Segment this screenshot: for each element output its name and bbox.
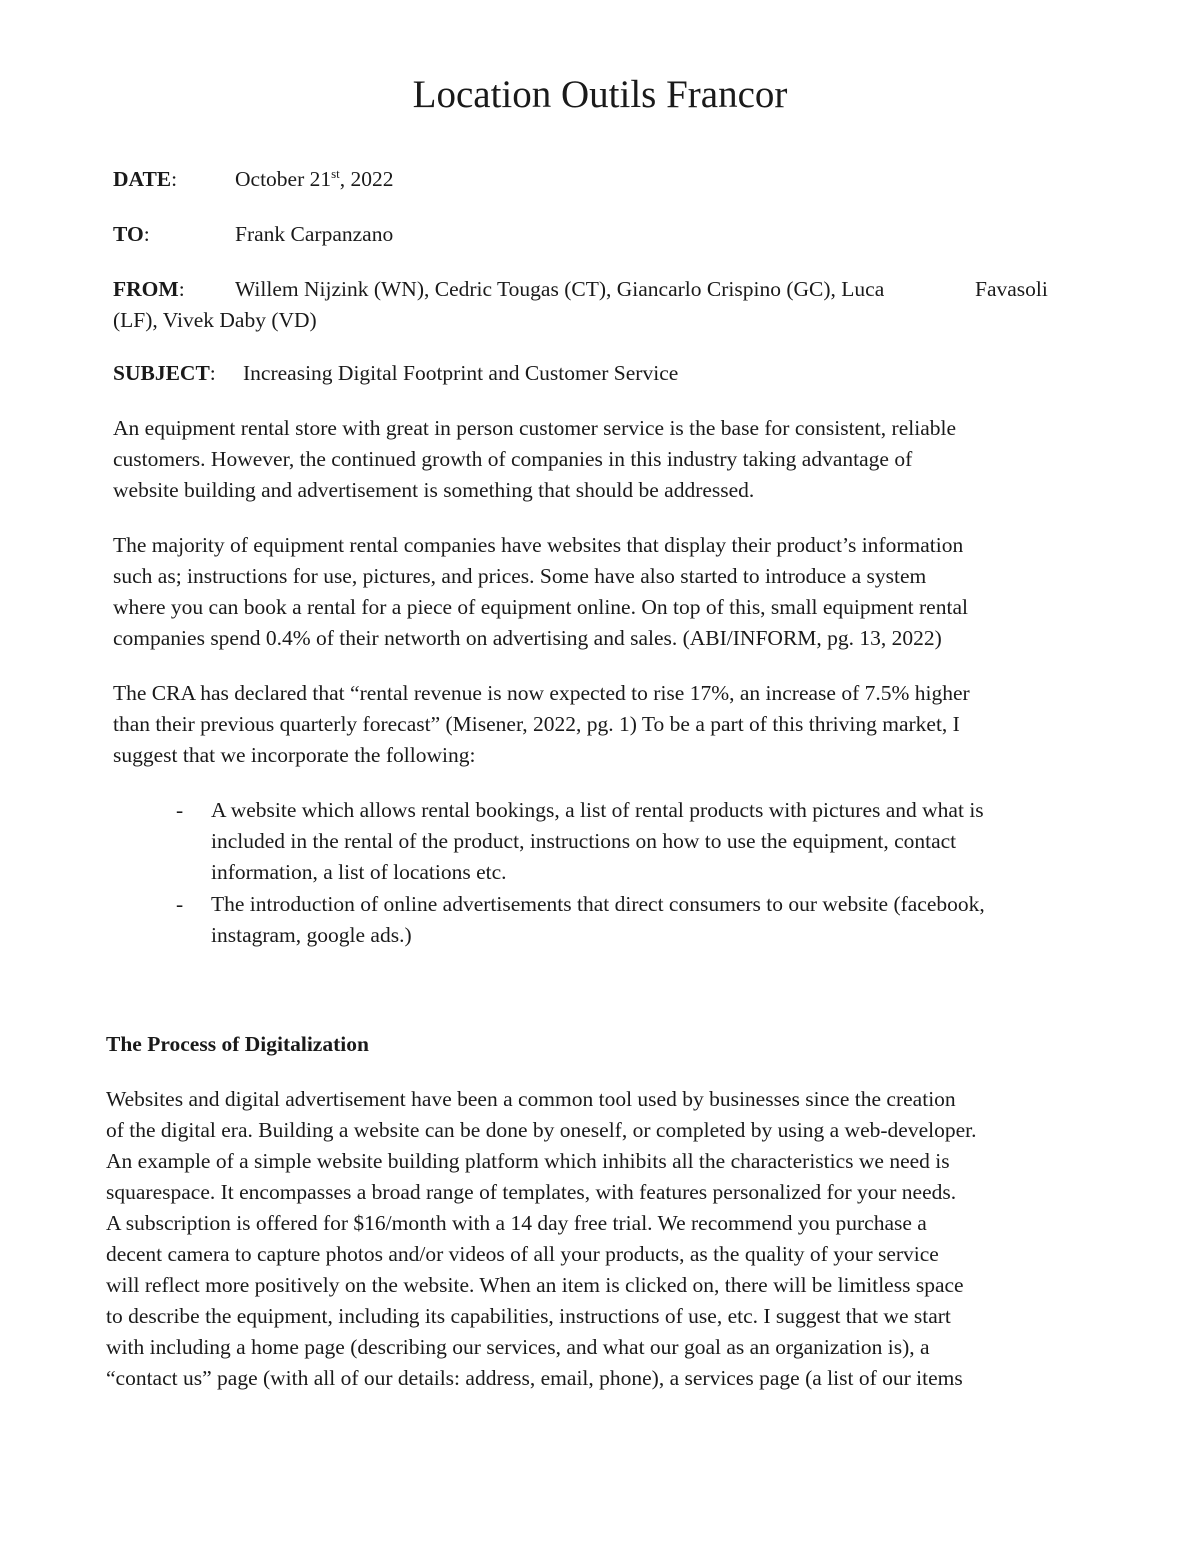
- paragraph-line: than their previous quarterly forecast” (Misener, 2022, pg. 1) To be a part of this thriving market, I: [113, 712, 960, 736]
- memo-to-label: TO:: [113, 222, 150, 246]
- paragraph-line: with including a home page (describing our services, and what our goal as an organization is), a: [106, 1335, 930, 1359]
- paragraph-line: companies spend 0.4% of their networth on advertising and sales. (ABI/INFORM, pg. 13, 2022): [113, 626, 942, 650]
- paragraph-line: squarespace. It encompasses a broad range of templates, with features personalized for your needs.: [106, 1180, 957, 1204]
- document-title: Location Outils Francor: [412, 73, 788, 116]
- paragraph-line: to describe the equipment, including its capabilities, instructions of use, etc. I suggest that we start: [106, 1304, 951, 1328]
- bullet-line: A website which allows rental bookings, a list of rental products with pictures and what is: [211, 798, 984, 822]
- paragraph-line: “contact us” page (with all of our details: address, email, phone), a services page (a list of our items: [106, 1366, 963, 1390]
- paragraph-line: where you can book a rental for a piece of equipment online. On top of this, small equipment rental: [113, 595, 968, 619]
- memo-subject-value: Increasing Digital Footprint and Customer Service: [243, 361, 679, 385]
- memo-to-value: Frank Carpanzano: [235, 222, 394, 246]
- paragraph-line: of the digital era. Building a website can be done by oneself, or completed by using a web-developer.: [106, 1118, 977, 1142]
- memo-from-line-2: (LF), Vivek Daby (VD): [113, 308, 317, 332]
- paragraph-line: decent camera to capture photos and/or videos of all your products, as the quality of your service: [106, 1242, 939, 1266]
- paragraph-line: customers. However, the continued growth of companies in this industry taking advantage of: [113, 447, 913, 471]
- bullet-line: included in the rental of the product, instructions on how to use the equipment, contact: [211, 829, 957, 853]
- paragraph-line: The majority of equipment rental companies have websites that display their product’s information: [113, 533, 964, 557]
- memo-date-label: DATE:: [113, 167, 178, 191]
- bullet-line: instagram, google ads.): [211, 923, 412, 947]
- memo-date-value: October 21st, 2022: [235, 165, 394, 191]
- bullet-line: The introduction of online advertisements that direct consumers to our website (facebook,: [211, 892, 985, 916]
- paragraph-line: An example of a simple website building platform which inhibits all the characteristics we need is: [106, 1149, 950, 1173]
- paragraph-line: A subscription is offered for $16/month with a 14 day free trial. We recommend you purchase a: [106, 1211, 927, 1235]
- paragraph-line: The CRA has declared that “rental revenue is now expected to rise 17%, an increase of 7.5% higher: [113, 681, 970, 705]
- section-heading: The Process of Digitalization: [106, 1032, 369, 1056]
- paragraph-line: An equipment rental store with great in person customer service is the base for consistent, reliable: [113, 416, 957, 440]
- memo-from-label: FROM:: [113, 277, 185, 301]
- paragraph-line: will reflect more positively on the website. When an item is clicked on, there will be limitless space: [106, 1273, 964, 1297]
- bullet-marker: -: [176, 892, 184, 916]
- memo-subject-label: SUBJECT:: [113, 361, 216, 385]
- paragraph-line: website building and advertisement is something that should be addressed.: [113, 478, 755, 502]
- paragraph-line: such as; instructions for use, pictures, and prices. Some have also started to introduce a system: [113, 564, 927, 588]
- memo-from-line-1-end: Favasoli: [975, 277, 1048, 301]
- bullet-marker: -: [176, 798, 184, 822]
- bullet-line: information, a list of locations etc.: [211, 860, 507, 884]
- memo-from-line-1: Willem Nijzink (WN), Cedric Tougas (CT), Giancarlo Crispino (GC), Luca: [235, 277, 885, 301]
- paragraph-line: suggest that we incorporate the following:: [113, 743, 476, 767]
- paragraph-line: Websites and digital advertisement have been a common tool used by businesses since the creation: [106, 1087, 956, 1111]
